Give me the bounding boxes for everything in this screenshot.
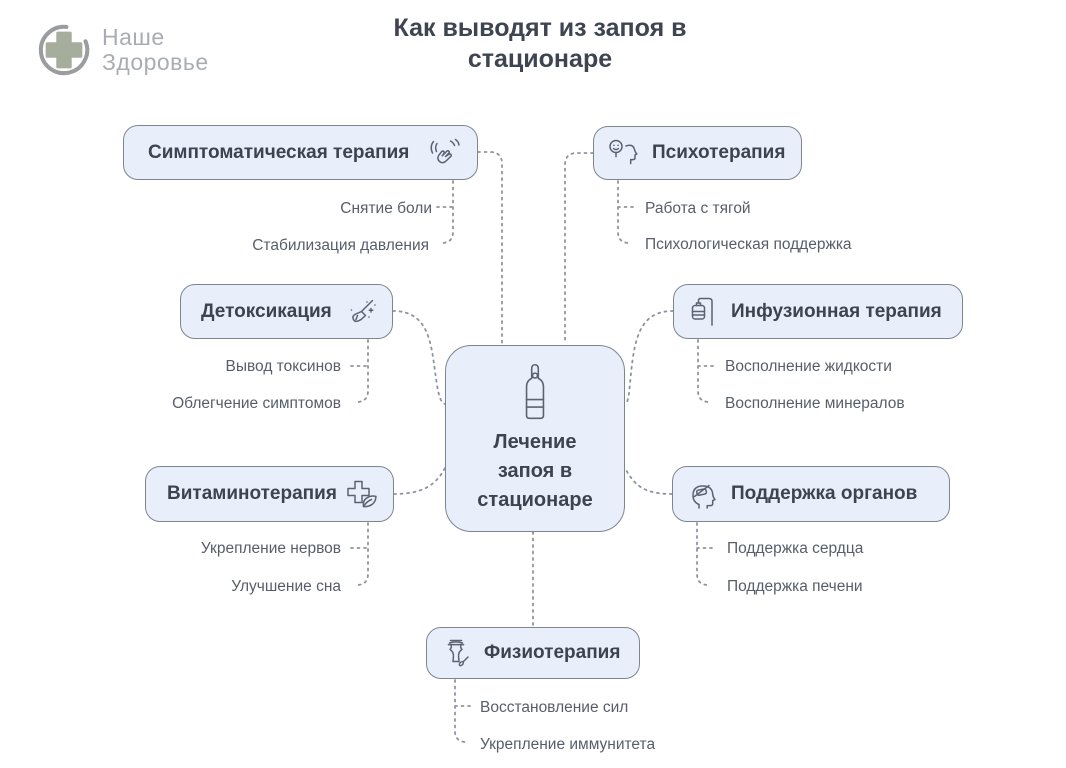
- psychology-icon: [607, 137, 643, 169]
- logo-line1: Наше: [102, 24, 165, 50]
- central-node: [445, 345, 625, 532]
- sub-item-label: Восполнение минералов: [725, 395, 905, 412]
- bottle-icon: [513, 361, 557, 423]
- branch-label: Симптоматическая терапия: [148, 141, 410, 163]
- branch-label: Физиотерапия: [484, 642, 621, 663]
- iv-drip-icon: [687, 296, 721, 328]
- branch-node-psychotherapy: [593, 126, 802, 180]
- sub-item-label: Вывод токсинов: [225, 358, 341, 375]
- connector-detox: [393, 311, 445, 404]
- dropline-infusion: [698, 340, 713, 402]
- branch-node-detox: [180, 284, 393, 339]
- branch-node-infusion: [673, 284, 963, 339]
- connector-symptomatic: [478, 152, 502, 344]
- page-title-line1: Как выводят из запоя в: [393, 14, 687, 42]
- branch-label: Поддержка органов: [731, 483, 918, 504]
- central-node-label: [477, 428, 592, 515]
- sub-item-label: Снятие боли: [340, 200, 432, 217]
- sub-item-label: Восстановление сил: [480, 699, 629, 716]
- central-label-line3: стационаре: [477, 489, 593, 511]
- sub-item-label: Улучшение сна: [231, 578, 341, 595]
- connector-vitamin: [394, 468, 445, 494]
- connector-psychotherapy: [565, 153, 593, 344]
- connector-organs: [625, 468, 672, 494]
- page-title: [300, 13, 780, 75]
- logo-line2: Здоровье: [102, 49, 209, 75]
- connector-infusion: [625, 311, 673, 404]
- logo: [36, 22, 209, 78]
- branch-node-organs: [672, 466, 950, 522]
- broom-icon: [344, 296, 378, 328]
- sub-item-label: Восполнение жидкости: [725, 358, 892, 375]
- sub-item-label: Поддержка печени: [727, 578, 863, 595]
- dropline-physio: [455, 680, 470, 742]
- sub-item-label: Психологическая поддержка: [645, 236, 852, 253]
- pain-relief-icon: [427, 138, 461, 168]
- sub-item-label: Укрепление иммунитета: [480, 736, 656, 753]
- sub-item-label: Облегчение симптомов: [172, 395, 341, 412]
- branch-node-symptomatic: [123, 125, 478, 180]
- branch-label: Инфузионная терапия: [731, 300, 942, 322]
- dropline-vitamin: [351, 523, 368, 585]
- branch-node-vitamin: [145, 466, 394, 522]
- cupping-massage-icon: [440, 637, 474, 669]
- head-battery-icon: [686, 477, 722, 511]
- sub-item-label: Укрепление нервов: [200, 540, 341, 557]
- branch-label: Детоксикация: [201, 300, 332, 322]
- medical-cross-icon: [36, 22, 92, 78]
- branch-node-physio: [426, 627, 640, 679]
- branch-label: Витаминотерапия: [167, 483, 337, 504]
- dropline-psychotherapy: [618, 181, 633, 243]
- cross-leaf-icon: [343, 478, 379, 510]
- branch-label: Психотерапия: [652, 142, 786, 163]
- sub-item-label: Стабилизация давления: [252, 237, 429, 254]
- page-title-line2: стационаре: [467, 45, 613, 73]
- sub-item-label: Работа с тягой: [645, 200, 751, 217]
- dropline-organs: [697, 523, 712, 585]
- central-label-line2: запоя в: [497, 460, 573, 482]
- dropline-detox: [351, 340, 368, 402]
- logo-text: [102, 25, 209, 75]
- sub-item-label: Поддержка сердца: [727, 540, 864, 557]
- central-label-line1: Лечение: [493, 431, 577, 453]
- dropline-symptomatic: [437, 181, 453, 243]
